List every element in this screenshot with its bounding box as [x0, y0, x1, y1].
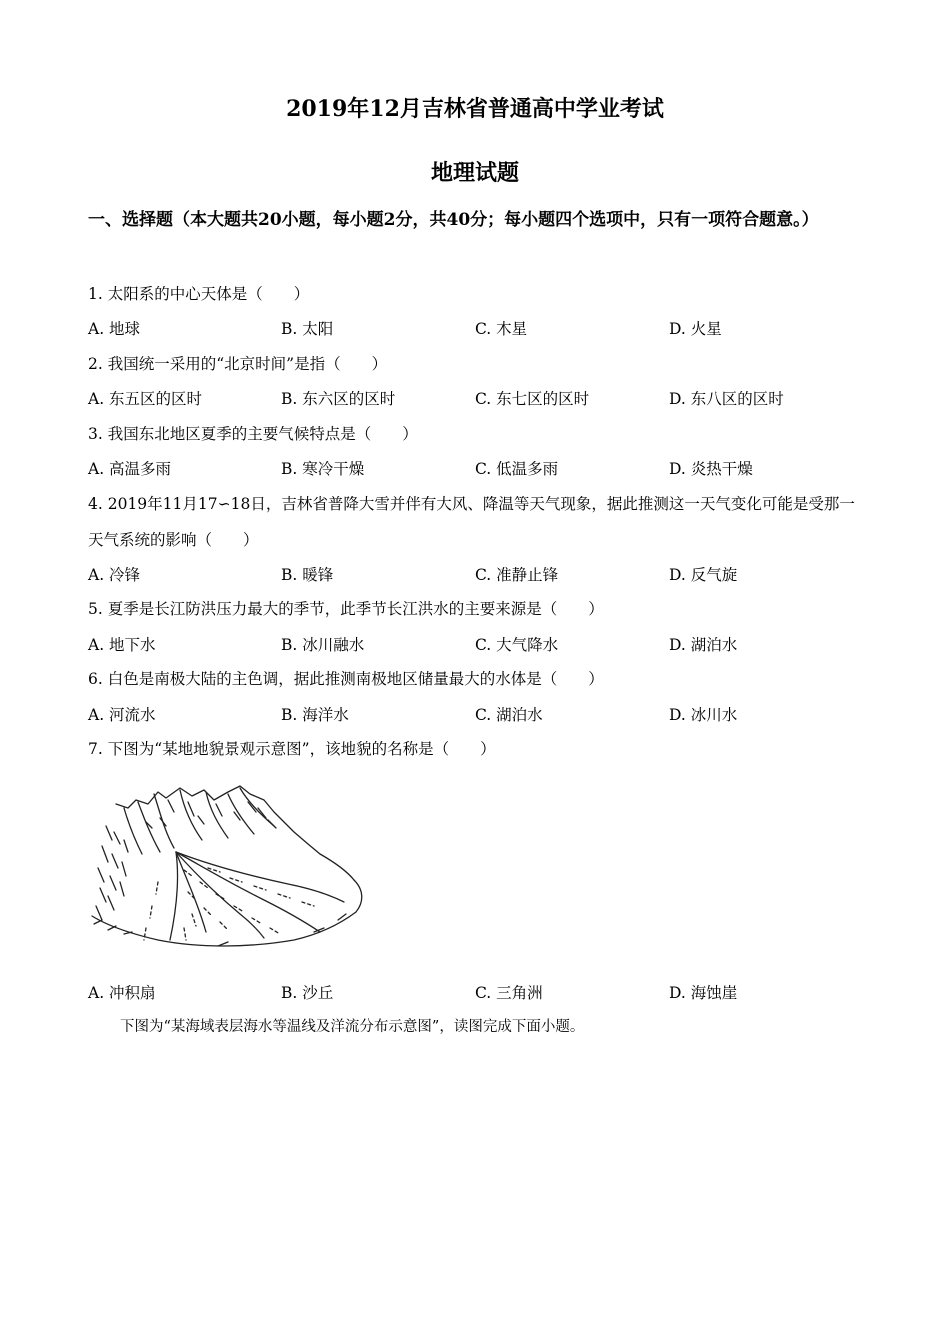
question-5-option-c: C. 大气降水 [475, 636, 559, 654]
question-1-stem: 1. 太阳系的中心天体是（ ） [88, 285, 310, 303]
question-4-options [88, 565, 868, 585]
question-6-stem: 6. 白色是南极大陆的主色调，据此推测南极地区储量最大的水体是（ ） [88, 670, 604, 688]
question-5-options [88, 635, 868, 655]
question-7-option-c: C. 三角洲 [475, 984, 543, 1002]
question-2-option-c: C. 东七区的区时 [475, 390, 590, 408]
question-5-option-d: D. 湖泊水 [669, 636, 738, 654]
question-1-options [88, 319, 868, 339]
question-3-options [88, 459, 868, 479]
question-7-options [88, 983, 868, 1003]
question-2-option-a: A. 东五区的区时 [88, 390, 203, 408]
question-3-option-c: C. 低温多雨 [475, 460, 559, 478]
question-6-option-a: A. 河流水 [88, 706, 156, 724]
question-7-stem: 7. 下图为“某地地貌景观示意图”，该地貌的名称是（ ） [88, 740, 496, 758]
landform-sketch-image [88, 782, 368, 954]
question-4-option-c: C. 准静止锋 [475, 566, 559, 584]
question-3-stem: 3. 我国东北地区夏季的主要气候特点是（ ） [88, 425, 418, 443]
question-5-option-b: B. 冰川融水 [281, 636, 365, 654]
question-1-option-a: A. 地球 [88, 320, 141, 338]
question-4-option-a: A. 冷锋 [88, 566, 141, 584]
question-6-option-c: C. 湖泊水 [475, 706, 543, 724]
question-2-option-d: D. 东八区的区时 [669, 390, 784, 408]
question-2-option-b: B. 东六区的区时 [281, 390, 396, 408]
question-4-stem: 4. 2019年11月17∽18日，吉林省普降大雪并伴有大风、降温等天气现象，据此推测这一天气变化可能是受那一天气系统的影响（ ） [88, 495, 855, 549]
material-intro-text: 下图为“某海域表层海水等温线及洋流分布示意图”，读图完成下面小题。 [120, 1019, 585, 1035]
question-1-option-c: C. 木星 [475, 320, 528, 338]
section-heading: 一、选择题（本大题共20小题，每小题2分，共40分；每小题四个选项中，只有一项符合题意。） [88, 210, 819, 230]
question-5-option-a: A. 地下水 [88, 636, 156, 654]
question-3-option-d: D. 炎热干燥 [669, 460, 753, 478]
landform-sketch-figure [88, 782, 368, 954]
page-subtitle: 地理试题 [430, 160, 519, 186]
question-6-option-b: B. 海洋水 [281, 706, 349, 724]
question-3-option-a: A. 高温多雨 [88, 460, 172, 478]
question-7-option-d: D. 海蚀崖 [669, 984, 738, 1002]
question-3-option-b: B. 寒冷干燥 [281, 460, 365, 478]
question-1-option-d: D. 火星 [669, 320, 722, 338]
question-2-stem: 2. 我国统一采用的“北京时间”是指（ ） [88, 355, 388, 373]
question-1-option-b: B. 太阳 [281, 320, 334, 338]
question-4-option-d: D. 反气旋 [669, 566, 738, 584]
question-6-option-d: D. 冰川水 [669, 706, 738, 724]
question-7-option-a: A. 冲积扇 [88, 984, 156, 1002]
question-7-option-b: B. 沙丘 [281, 984, 334, 1002]
page-title: 2019年12月吉林省普通高中学业考试 [286, 96, 664, 122]
question-6-options [88, 705, 868, 725]
question-2-options [88, 389, 868, 409]
question-4-option-b: B. 暖锋 [281, 566, 334, 584]
question-5-stem: 5. 夏季是长江防洪压力最大的季节，此季节长江洪水的主要来源是（ ） [88, 600, 604, 618]
